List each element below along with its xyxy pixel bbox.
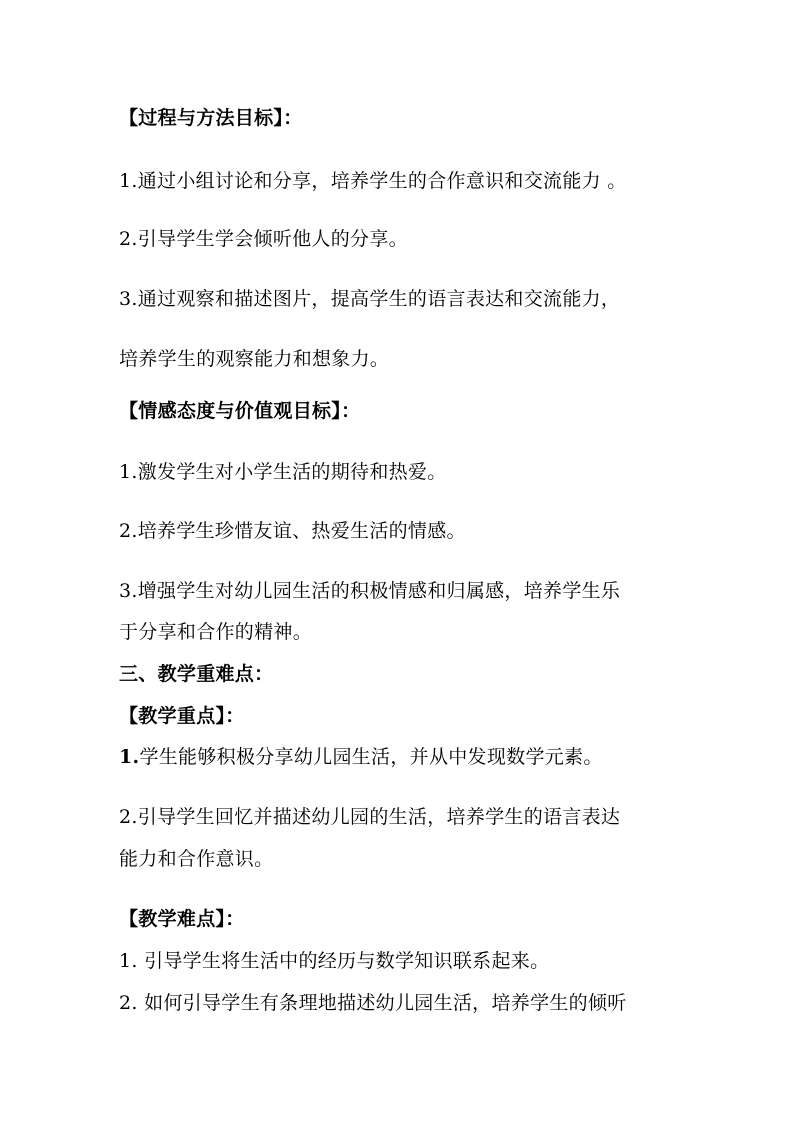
process-item-3: 3.通过观察和描述图片，提高学生的语言表达和交流能力，	[119, 288, 621, 310]
difficult-item-2: 2. 如何引导学生有条理地描述幼儿园生活，培养学生的倾听	[119, 992, 627, 1014]
process-item-1: 1.通过小组讨论和分享，培养学生的合作意识和交流能力 。	[119, 170, 627, 192]
heading-emotion-values-goals: 【情感态度与价值观目标】：	[119, 400, 361, 422]
difficult-item-1: 1. 引导学生将生活中的经历与数学知识联系起来。	[119, 950, 550, 972]
heading-process-method-goals: 【过程与方法目标】：	[119, 107, 303, 129]
emotion-item-1: 1.激发学生对小学生活的期待和热爱。	[119, 461, 447, 483]
heading-teaching-key-difficult-points: 三、教学重难点：	[119, 663, 274, 685]
process-item-3-continued: 培养学生的观察能力和想象力。	[119, 348, 390, 370]
emotion-item-3-continued: 于分享和合作的精神。	[119, 621, 313, 643]
emotion-item-2: 2.培养学生珍惜友谊、热爱生活的情感。	[119, 520, 466, 542]
key-item-2-continued: 能力和合作意识。	[119, 848, 274, 870]
key-item-1	[119, 744, 603, 770]
key-item-1-number: 1.	[119, 746, 140, 768]
heading-teaching-difficult-points: 【教学难点】：	[119, 908, 245, 930]
process-item-2: 2.引导学生学会倾听他人的分享。	[119, 228, 408, 250]
key-item-2: 2.引导学生回忆并描述幼儿园的生活，培养学生的语言表达	[119, 806, 621, 828]
key-item-1-text: 学生能够积极分享幼儿园生活，并从中发现数学元素。	[139, 746, 603, 768]
emotion-item-3: 3.增强学生对幼儿园生活的积极情感和归属感，培养学生乐	[119, 580, 621, 602]
heading-teaching-key-points: 【教学重点】：	[119, 705, 245, 727]
